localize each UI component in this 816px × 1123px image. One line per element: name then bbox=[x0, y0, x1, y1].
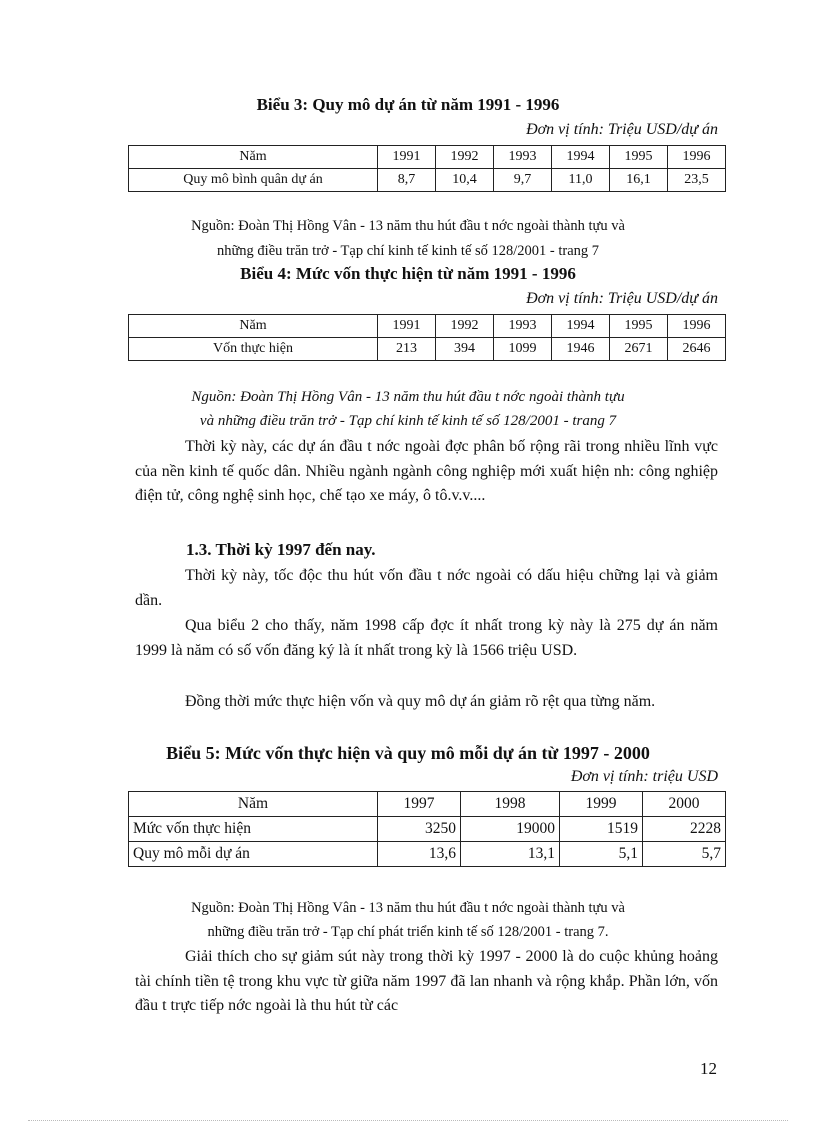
table-cell: 1099 bbox=[494, 338, 552, 361]
table-cell: 10,4 bbox=[436, 169, 494, 192]
table-cell: 1995 bbox=[610, 146, 668, 169]
table-row bbox=[129, 315, 726, 338]
table5-title: Biểu 5: Mức vốn thực hiện và quy mô mỗi dự án từ 1997 - 2000 bbox=[166, 743, 650, 763]
table-row bbox=[129, 817, 726, 842]
table-cell: 2228 bbox=[642, 817, 725, 842]
table-cell: 1994 bbox=[552, 315, 610, 338]
paragraph-2-text: Thời kỳ này, tốc độc thu hút vốn đầu t nớc ngoài có dấu hiệu chững lại và giảm dần. bbox=[135, 567, 718, 609]
table-cell: 1995 bbox=[610, 315, 668, 338]
paragraph-2 bbox=[135, 564, 718, 613]
table-cell: 1997 bbox=[378, 792, 461, 817]
paragraph-3 bbox=[135, 614, 718, 663]
table-cell: 9,7 bbox=[494, 169, 552, 192]
table-cell: 1998 bbox=[460, 792, 559, 817]
paragraph-4 bbox=[135, 690, 718, 715]
table3-title: Biểu 3: Quy mô dự án từ năm 1991 - 1996 bbox=[256, 95, 560, 114]
table-cell: 2646 bbox=[668, 338, 726, 361]
table-cell: 2671 bbox=[610, 338, 668, 361]
table3 bbox=[128, 145, 726, 192]
page-number: 12 bbox=[700, 1059, 717, 1078]
table-cell: Năm bbox=[129, 146, 378, 169]
table4-source-line1: Nguồn: Đoàn Thị Hồng Vân - 13 năm thu hút đầu t nớc ngoài thành tựu bbox=[191, 389, 625, 405]
table-cell: 1993 bbox=[494, 315, 552, 338]
table3-source-line2: những điều trăn trở - Tạp chí kinh tế kinh tế số 128/2001 - trang 7 bbox=[216, 243, 600, 259]
section-heading: 1.3. Thời kỳ 1997 đến nay. bbox=[186, 540, 376, 559]
table3-source-line1: Nguồn: Đoàn Thị Hồng Vân - 13 năm thu hút đầu t nớc ngoài thành tựu và bbox=[191, 218, 625, 234]
table-cell: 1996 bbox=[668, 146, 726, 169]
table-cell: 1994 bbox=[552, 146, 610, 169]
table-row bbox=[129, 792, 726, 817]
table5-source-line1: Nguồn: Đoàn Thị Hồng Vân - 13 năm thu hút đầu t nớc ngoài thành tựu và bbox=[191, 900, 625, 916]
table-cell: 23,5 bbox=[668, 169, 726, 192]
table-cell: 5,7 bbox=[642, 842, 725, 867]
table-cell: 8,7 bbox=[378, 169, 436, 192]
table4-title: Biểu 4: Mức vốn thực hiện từ năm 1991 - 1996 bbox=[240, 264, 576, 283]
table-cell: 1996 bbox=[668, 315, 726, 338]
paragraph-4-text: Đồng thời mức thực hiện vốn và quy mô dự án giảm rõ rệt qua từng năm. bbox=[185, 693, 656, 710]
table-row bbox=[129, 842, 726, 867]
table-cell: 213 bbox=[378, 338, 436, 361]
table-cell: Mức vốn thực hiện bbox=[129, 817, 378, 842]
table-cell: 1991 bbox=[378, 315, 436, 338]
table5-source-line2: những điều trăn trở - Tạp chí phát triển kinh tế số 128/2001 - trang 7. bbox=[207, 924, 609, 940]
table-cell: 1992 bbox=[436, 146, 494, 169]
table-row bbox=[129, 146, 726, 169]
table-cell: 1999 bbox=[560, 792, 643, 817]
table-cell: Quy mô bình quân dự án bbox=[129, 169, 378, 192]
table-cell: 394 bbox=[436, 338, 494, 361]
paragraph-5-text: Giải thích cho sự giảm sút này trong thời kỳ 1997 - 2000 là do cuộc khủng hoảng tài chính tiền tệ trong khu vực từ giữa năm 1997 đã lan nhanh và rộng khắp. Phần lớn, vốn đầu t trực tiếp nớc ngoài là thu hút từ các bbox=[135, 948, 718, 1014]
table5 bbox=[128, 791, 726, 867]
table-cell: Quy mô mỗi dự án bbox=[129, 842, 378, 867]
table-cell: 2000 bbox=[642, 792, 725, 817]
table4-source-line2: và những điều trăn trở - Tạp chí kinh tế kinh tế số 128/2001 - trang 7 bbox=[199, 413, 617, 429]
table-cell: Năm bbox=[129, 792, 378, 817]
table-cell: 16,1 bbox=[610, 169, 668, 192]
paragraph-3-text: Qua biểu 2 cho thấy, năm 1998 cấp đợc ít nhất trong kỳ này là 275 dự án năm 1999 là năm có số vốn đăng ký là ít nhất trong kỳ là 1566 triệu USD. bbox=[135, 617, 718, 659]
table-cell: 1992 bbox=[436, 315, 494, 338]
table4 bbox=[128, 314, 726, 361]
table-cell: Năm bbox=[129, 315, 378, 338]
table-row bbox=[129, 338, 726, 361]
table-cell: 5,1 bbox=[560, 842, 643, 867]
paragraph-1 bbox=[135, 435, 718, 509]
page-bottom-divider bbox=[28, 1120, 788, 1121]
table4-unit: Đơn vị tính: Triệu USD/dự án bbox=[526, 290, 718, 307]
table-cell: 19000 bbox=[460, 817, 559, 842]
table-cell: 1991 bbox=[378, 146, 436, 169]
table3-unit: Đơn vị tính: Triệu USD/dự án bbox=[526, 121, 718, 138]
table-cell: 1993 bbox=[494, 146, 552, 169]
table-cell: Vốn thực hiện bbox=[129, 338, 378, 361]
table-cell: 3250 bbox=[378, 817, 461, 842]
table-cell: 1519 bbox=[560, 817, 643, 842]
paragraph-1-text: Thời kỳ này, các dự án đầu t nớc ngoài đợc phân bố rộng rãi trong nhiều lĩnh vực của nền kinh tế quốc dân. Nhiều ngành ngành công nghiệp mới xuất hiện nh: công nghiệp điện tử, công nghệ sinh học, chế tạo xe máy, ô tô.v.v.... bbox=[135, 438, 718, 504]
table-cell: 13,6 bbox=[378, 842, 461, 867]
table5-unit: Đơn vị tính: triệu USD bbox=[570, 768, 718, 785]
paragraph-5 bbox=[135, 945, 718, 1019]
table-cell: 11,0 bbox=[552, 169, 610, 192]
table-cell: 13,1 bbox=[460, 842, 559, 867]
table-cell: 1946 bbox=[552, 338, 610, 361]
table-row bbox=[129, 169, 726, 192]
